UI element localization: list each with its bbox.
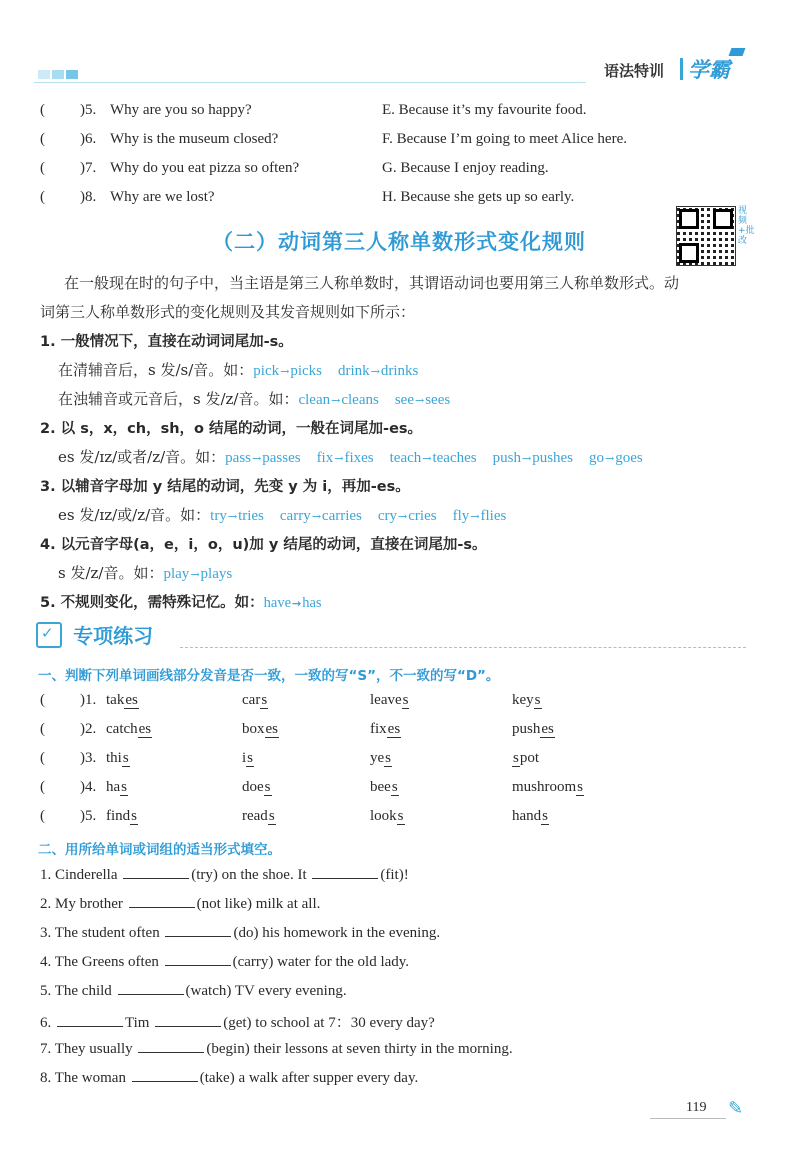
example-base: teach — [389, 450, 422, 466]
word: bees — [370, 779, 398, 795]
fill-in-item — [40, 866, 409, 884]
item-text: (fit)! — [380, 867, 409, 883]
section-title: （二）动词第三人称单数形式变化规则 — [212, 230, 586, 254]
item-text: (begin) their lessons at seven thirty in the morning. — [206, 1041, 513, 1057]
answer-blank[interactable] — [155, 1014, 221, 1027]
underlined-part: es — [125, 692, 138, 708]
arrow-icon: → — [190, 568, 200, 581]
underlined-part: s — [391, 779, 398, 795]
item-text: 5. The child — [40, 983, 116, 999]
rule-title: 5. 不规则变化，需特殊记忆。如：have→has — [40, 595, 322, 611]
row-number: )4. — [80, 779, 97, 795]
answer-paren[interactable]: ( — [40, 721, 45, 737]
fill-in-item — [40, 953, 409, 971]
arrow-icon: → — [311, 510, 321, 523]
rule-title: 4. 以元音字母(a，e，i，o，u)加 y 结尾的动词，直接在词尾加-s。 — [40, 537, 487, 553]
header-squares — [38, 64, 78, 83]
answer-blank[interactable] — [138, 1040, 204, 1053]
word: finds — [106, 808, 138, 824]
example-prefix: s 发/z/音。如： — [58, 564, 164, 582]
example-form: fixes — [344, 450, 374, 466]
rule-example-line — [58, 388, 450, 409]
word: fixes — [370, 721, 401, 737]
item-text: 6. — [40, 1015, 55, 1031]
header-divider — [680, 58, 683, 80]
underlined-part: s — [122, 750, 129, 766]
arrow-icon: → — [292, 597, 302, 610]
example-pair — [338, 361, 418, 379]
word: spot — [513, 750, 540, 766]
arrow-icon: → — [280, 365, 290, 378]
row-number: )5. — [80, 808, 97, 824]
underlined-part: s — [397, 808, 404, 824]
word: boxes — [242, 721, 278, 737]
answer-blank[interactable] — [129, 895, 195, 908]
example-prefix: es 发/ɪz/或/z/音。如： — [58, 506, 211, 524]
rule-title: 2. 以 s，x，ch，sh，o 结尾的动词，一般在词尾加-es。 — [40, 421, 423, 437]
example-prefix: 在浊辅音或元音后，s 发/z/音。如： — [58, 390, 299, 408]
graduation-cap-icon — [729, 48, 746, 56]
example-form: teaches — [432, 450, 477, 466]
item-text: (take) a walk after supper every day. — [199, 1070, 419, 1086]
answer-paren[interactable]: ( — [40, 779, 45, 795]
arrow-icon: → — [252, 452, 262, 465]
example-form: sees — [425, 392, 451, 408]
example-base: push — [492, 450, 521, 466]
rule-title: 1. 一般情况下，直接在动词词尾加-s。 — [40, 334, 293, 350]
fill-in-item — [40, 895, 320, 913]
arrow-icon: → — [227, 510, 238, 523]
example-base: clean — [298, 392, 331, 408]
arrow-icon: → — [370, 365, 380, 378]
arrow-icon: → — [605, 452, 615, 465]
example-base: try — [210, 508, 227, 524]
example-pair — [253, 361, 322, 379]
example-form: carries — [321, 508, 362, 524]
arrow-icon: → — [470, 510, 480, 523]
item-text: 4. The Greens often — [40, 954, 163, 970]
word: takes — [106, 692, 138, 708]
underlined-part: es — [138, 721, 152, 737]
word: catches — [106, 721, 152, 737]
word: reads — [242, 808, 275, 824]
example-form: has — [302, 595, 322, 611]
example-pair — [317, 448, 374, 466]
qr-code[interactable] — [676, 206, 736, 266]
pencil-icon: ✎ — [728, 1098, 744, 1119]
brand-logo: 学霸 — [688, 58, 730, 82]
match-paren[interactable]: ( — [40, 102, 45, 118]
row-number: )3. — [80, 750, 97, 766]
item-text: 7. They usually — [40, 1041, 137, 1057]
example-pair — [589, 448, 643, 466]
underlined-part: es — [541, 721, 554, 737]
match-number: )8. — [80, 189, 97, 205]
practice-dashed-rule — [180, 647, 746, 648]
row-number: )2. — [80, 721, 97, 737]
example-pair — [298, 390, 378, 408]
match-answer: F. Because I’m going to meet Alice here. — [382, 131, 627, 147]
match-number: )5. — [80, 102, 97, 118]
part2-title: 二、用所给单词或词组的适当形式填空。 — [38, 842, 281, 858]
example-base: pass — [225, 450, 252, 466]
example-base: go — [589, 450, 605, 466]
example-form: pushes — [532, 450, 574, 466]
example-pair — [280, 506, 362, 524]
example-pair — [163, 564, 232, 582]
underlined-part: s — [402, 692, 409, 708]
rule-example-line — [58, 446, 643, 467]
item-text: (do) his homework in the evening. — [233, 925, 441, 941]
item-text: (get) to school at 7：30 every day? — [223, 1015, 435, 1031]
header-section-title: 语法特训 — [604, 62, 665, 80]
match-question: Why are you so happy? — [110, 102, 252, 118]
fill-in-item — [40, 924, 440, 942]
fill-in-item — [40, 1069, 418, 1087]
example-form: cleans — [341, 392, 379, 408]
match-paren[interactable]: ( — [40, 160, 45, 176]
part1-title: 一、判断下列单词画线部分发音是否一致，一致的写“S”，不一致的写“D”。 — [38, 668, 500, 684]
fill-in-item — [40, 982, 347, 1000]
arrow-icon: → — [521, 452, 532, 465]
item-text: 3. The student often — [40, 925, 164, 941]
answer-blank[interactable] — [165, 924, 231, 937]
item-text: 2. My brother — [40, 896, 127, 912]
underlined-part: s — [121, 779, 128, 795]
word: yes — [370, 750, 392, 766]
example-base: fly — [452, 508, 470, 524]
example-pair — [210, 506, 264, 524]
fill-in-item — [40, 1011, 435, 1032]
example-pair — [378, 506, 437, 524]
example-form: flies — [480, 508, 507, 524]
checklist-icon: ✓ — [36, 622, 62, 648]
word: mushrooms — [512, 779, 584, 795]
underlined-part: s — [542, 808, 549, 824]
answer-blank[interactable] — [312, 866, 378, 879]
example-form: picks — [290, 363, 322, 379]
arrow-icon: → — [414, 394, 425, 407]
answer-paren[interactable]: ( — [40, 692, 45, 708]
word: hands — [512, 808, 549, 824]
underlined-part: s — [385, 750, 392, 766]
practice-heading — [36, 620, 153, 649]
word: is — [242, 750, 254, 766]
page-number: 119 — [686, 1100, 707, 1115]
practice-heading-text: 专项练习 — [73, 624, 154, 648]
underlined-part: s — [268, 808, 275, 824]
match-question: Why is the museum closed? — [110, 131, 279, 147]
rule-title: 3. 以辅音字母加 y 结尾的动词，先变 y 为 i，再加-es。 — [40, 479, 410, 495]
match-number: )7. — [80, 160, 97, 176]
example-form: plays — [200, 566, 233, 582]
item-text: (carry) water for the old lady. — [232, 954, 410, 970]
match-paren[interactable]: ( — [40, 189, 45, 205]
answer-blank[interactable] — [123, 866, 189, 879]
header-rule — [34, 82, 586, 83]
item-text: (try) on the shoe. It — [191, 867, 311, 883]
underlined-part: s — [534, 692, 541, 708]
example-prefix: es 发/ɪz/或者/z/音。如： — [58, 448, 226, 466]
example-pair — [225, 448, 300, 466]
item-text: 8. The woman — [40, 1070, 130, 1086]
underlined-part: s — [131, 808, 138, 824]
rule-example-line — [58, 562, 232, 583]
item-text: Tim — [125, 1015, 154, 1031]
underlined-part: s — [264, 779, 271, 795]
word: cars — [242, 692, 268, 708]
example-base: pick — [253, 363, 280, 379]
match-number: )6. — [80, 131, 97, 147]
example-pair — [493, 448, 573, 466]
qr-caption: 视频+批改 — [738, 206, 755, 246]
answer-blank[interactable] — [165, 953, 231, 966]
item-text: (watch) TV every evening. — [185, 983, 347, 999]
answer-paren[interactable]: ( — [40, 750, 45, 766]
example-base: carry — [279, 508, 311, 524]
intro-line-1: 在一般现在时的句子中，当主语是第三人称单数时，其谓语动词也要用第三人称单数形式。动 — [64, 274, 680, 292]
fill-in-item — [40, 1040, 513, 1058]
word: pushes — [512, 721, 554, 737]
underlined-part: es — [265, 721, 278, 737]
arrow-icon: → — [334, 452, 344, 465]
word: leaves — [370, 692, 409, 708]
match-paren[interactable]: ( — [40, 131, 45, 147]
match-answer: G. Because I enjoy reading. — [382, 160, 549, 176]
page-number-rule — [650, 1118, 726, 1119]
example-prefix: 在清辅音后，s 发/s/音。如： — [58, 361, 254, 379]
rule-example-line — [58, 359, 418, 380]
word: keys — [512, 692, 541, 708]
example-form: tries — [238, 508, 264, 524]
word: looks — [370, 808, 404, 824]
arrow-icon: → — [398, 510, 408, 523]
example-base: cry — [377, 508, 398, 524]
example-pair — [390, 448, 477, 466]
word: has — [106, 779, 128, 795]
underlined-part: es — [387, 721, 401, 737]
answer-blank[interactable] — [57, 1014, 123, 1027]
match-answer: H. Because she gets up so early. — [382, 189, 575, 205]
arrow-icon: → — [422, 452, 432, 465]
example-form: goes — [615, 450, 643, 466]
item-text: 1. Cinderella — [40, 867, 122, 883]
answer-blank[interactable] — [118, 982, 184, 995]
rule-example-line — [58, 504, 506, 525]
example-base: drink — [338, 363, 370, 379]
match-answer: E. Because it’s my favourite food. — [382, 102, 587, 118]
item-text: (not like) milk at all. — [196, 896, 321, 912]
answer-paren[interactable]: ( — [40, 808, 45, 824]
answer-blank[interactable] — [132, 1069, 198, 1082]
intro-line-2: 词第三人称单数形式的变化规则及其发音规则如下所示： — [40, 303, 416, 321]
match-question: Why do you eat pizza so often? — [110, 160, 300, 176]
word: this — [106, 750, 129, 766]
example-form: cries — [408, 508, 437, 524]
example-pair — [395, 390, 450, 408]
example-base: fix — [316, 450, 334, 466]
word: does — [242, 779, 271, 795]
example-base: play — [163, 566, 190, 582]
underlined-part: s — [261, 692, 268, 708]
example-form: passes — [262, 450, 301, 466]
row-number: )1. — [80, 692, 97, 708]
underlined-part: s — [247, 750, 254, 766]
underlined-part: s — [513, 750, 519, 766]
underlined-part: s — [577, 779, 584, 795]
example-form: drinks — [380, 363, 419, 379]
example-base: have — [263, 595, 292, 611]
example-base: see — [394, 392, 414, 408]
match-question: Why are we lost? — [110, 189, 215, 205]
arrow-icon: → — [331, 394, 341, 407]
example-pair — [453, 506, 507, 524]
